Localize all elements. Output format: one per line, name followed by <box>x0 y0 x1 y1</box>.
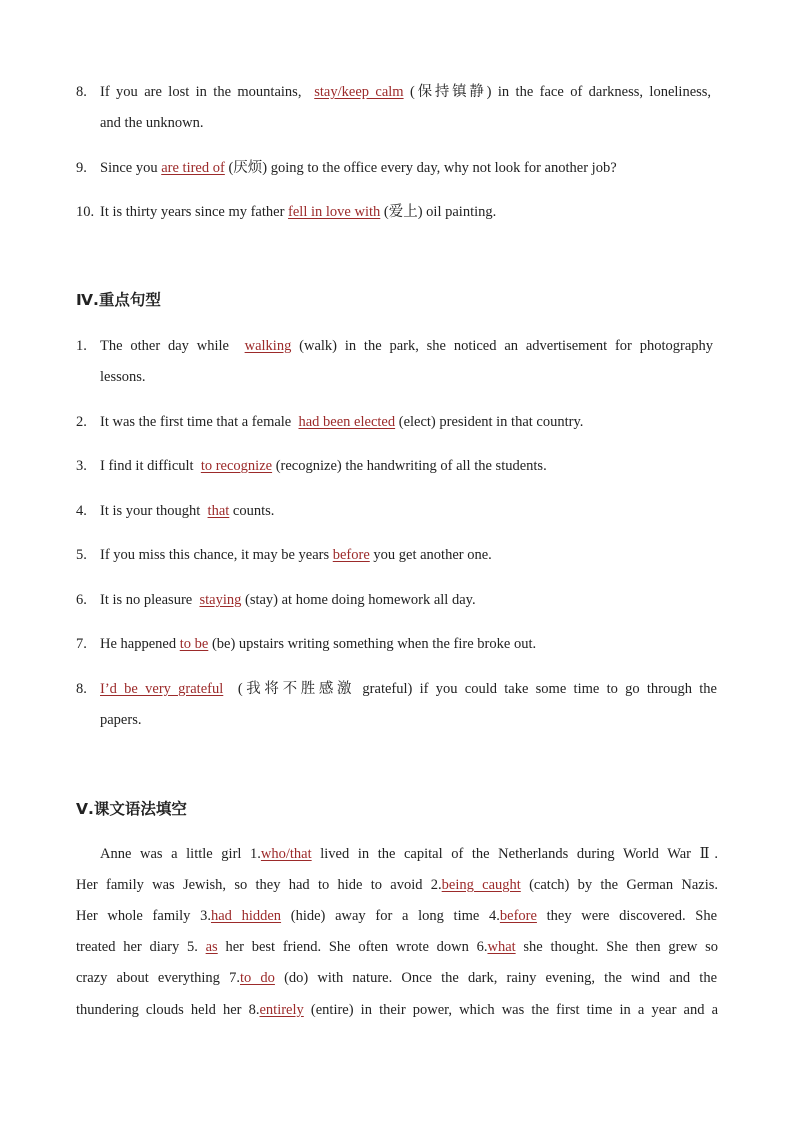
item-number: 1. <box>76 338 87 354</box>
sentence-before: It is no pleasure <box>100 592 193 608</box>
item-number: 2. <box>76 414 87 430</box>
item-continuation: papers. <box>100 712 142 728</box>
section5-heading: Ⅴ.课文语法填空 <box>76 800 187 818</box>
passage-text: Her whole family 3. <box>76 908 211 924</box>
sentence-after: (be) upstairs writing something when the fire broke out. <box>211 636 537 652</box>
item-number: 9. <box>76 160 87 176</box>
item-number: 7. <box>76 636 87 652</box>
answer-blank: to be <box>179 636 209 652</box>
answer-blank: I’d be very grateful <box>100 681 224 697</box>
answer-blank: fell in love with <box>288 204 381 220</box>
sentence-after: you get another one. <box>373 547 492 563</box>
sentence-after: (walk) in the park, she noticed an advertisement for photography <box>299 338 714 354</box>
item-number: 8. <box>76 681 87 697</box>
answer-blank: are tired of <box>161 160 225 176</box>
item-text <box>100 501 274 521</box>
item-number: 10. <box>76 204 95 220</box>
passage-text: (catch) by the German Nazis. <box>529 877 718 893</box>
item-number: 3. <box>76 458 87 474</box>
answer-blank: to recognize <box>200 458 273 474</box>
sentence-after: (爱上) oil painting. <box>383 204 497 220</box>
item-number: 8. <box>76 84 87 100</box>
sentence-before: Since you <box>100 160 158 176</box>
sentence-after: (elect) president in that country. <box>398 414 584 430</box>
answer-blank: before <box>332 547 370 563</box>
sentence-after: (保持镇静) in the face of darkness, loneliness, <box>410 84 712 100</box>
passage-text: (do) with nature. Once the dark, rainy evening, the wind and the <box>284 970 718 986</box>
passage-text: she thought. She then grew so <box>523 939 718 955</box>
item-number: 5. <box>76 547 87 563</box>
passage-line-5 <box>76 968 717 988</box>
passage-text: treated her diary 5. <box>76 939 198 955</box>
answer-blank-5: as <box>205 939 218 955</box>
item-number: 4. <box>76 503 87 519</box>
sentence-after: counts. <box>232 503 275 519</box>
passage-text: thundering clouds held her 8. <box>76 1002 260 1018</box>
passage-text: lived in the capital of the Netherlands during World War Ⅱ. <box>320 846 719 862</box>
passage-text: her best friend. She often wrote down 6. <box>225 939 488 955</box>
item-text <box>100 545 492 565</box>
sentence-before: It was the first time that a female <box>100 414 292 430</box>
answer-blank: walking <box>244 338 292 354</box>
passage-line-3 <box>76 906 717 926</box>
answer-blank-1: who/that <box>260 846 312 862</box>
item-text <box>100 336 713 356</box>
sentence-before: He happened <box>100 636 177 652</box>
item-text <box>100 590 476 610</box>
passage-text: Anne was a little girl 1. <box>100 846 261 862</box>
answer-blank: had been elected <box>298 414 396 430</box>
item-number: 6. <box>76 592 87 608</box>
answer-blank: that <box>207 503 230 519</box>
item-text <box>100 412 583 432</box>
item-text <box>100 679 717 699</box>
passage-line-6 <box>76 1000 718 1020</box>
answer-blank-7: to do <box>239 970 275 986</box>
item-text <box>100 456 547 476</box>
passage-text: crazy about everything 7. <box>76 970 240 986</box>
answer-blank: stay/keep calm <box>314 84 404 100</box>
answer-blank: staying <box>199 592 242 608</box>
sentence-after: (厌烦) going to the office every day, why not look for another job? <box>228 160 617 176</box>
item-continuation: lessons. <box>100 369 146 385</box>
section4-heading: Ⅳ.重点句型 <box>76 291 161 309</box>
passage-line-1 <box>100 844 718 864</box>
sentence-before: If you are lost in the mountains, <box>100 84 302 100</box>
sentence-before: If you miss this chance, it may be years <box>100 547 330 563</box>
answer-blank-6: what <box>487 939 516 955</box>
sentence-before: I find it difficult <box>100 458 194 474</box>
passage-text: (entire) in their power, which was the first time in a year and a <box>310 1002 718 1018</box>
item-text <box>100 82 711 102</box>
sentence-before: It is your thought <box>100 503 201 519</box>
passage-line-2 <box>76 875 718 895</box>
item-text <box>100 202 496 222</box>
passage-text: they were discovered. She <box>546 908 718 924</box>
answer-blank-4: before <box>499 908 537 924</box>
sentence-before: The other day while <box>100 338 229 354</box>
passage-line-4 <box>76 937 718 957</box>
passage-text: Her family was Jewish, so they had to hide to avoid 2. <box>76 877 442 893</box>
passage-text: (hide) away for a long time 4. <box>290 908 500 924</box>
item-continuation: and the unknown. <box>100 115 204 131</box>
item-text <box>100 158 617 178</box>
answer-blank-8: entirely <box>259 1002 304 1018</box>
sentence-after: (我将不胜感激 grateful) if you could take some time to go through the <box>237 681 717 697</box>
answer-blank-3: had hidden <box>210 908 282 924</box>
sentence-after: (stay) at home doing homework all day. <box>244 592 476 608</box>
sentence-before: It is thirty years since my father <box>100 204 285 220</box>
answer-blank-2: being caught <box>441 877 521 893</box>
item-text <box>100 634 536 654</box>
sentence-after: (recognize) the handwriting of all the students. <box>275 458 547 474</box>
